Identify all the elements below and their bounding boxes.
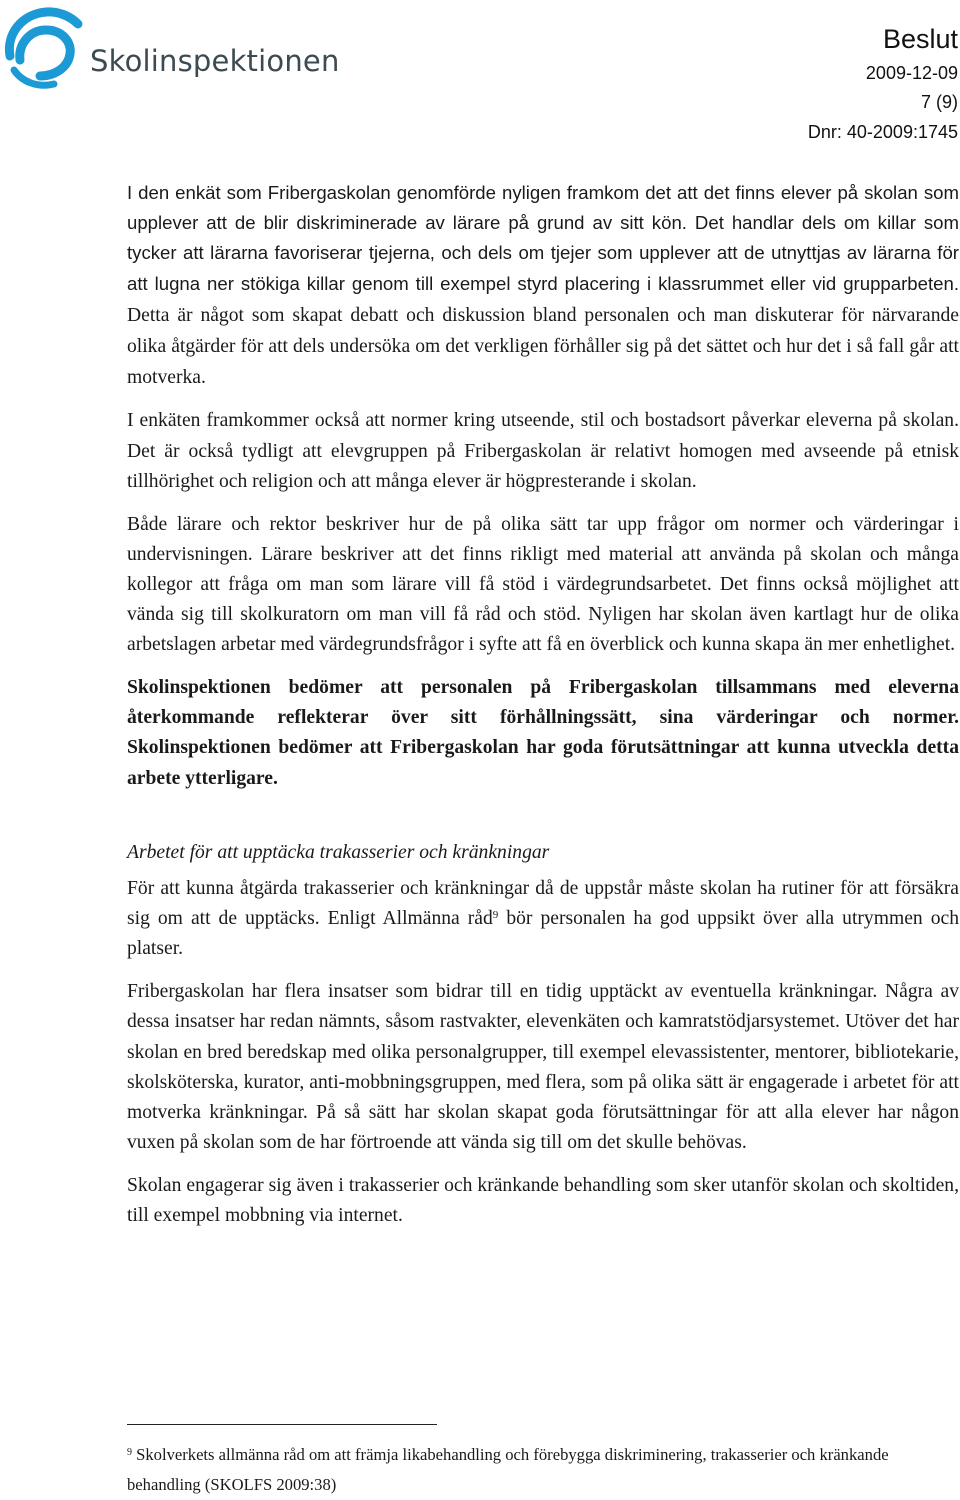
paragraph-values-work: Både lärare och rektor beskriver hur de på olika sätt tar upp frågor om normer och värderingar i undervisningen. Lärare beskriver att det finns rikligt med material att använda på skolan och många kollegor att fråga om man som lärare vill få stöd i värdegrundsarbetet. Det finns också möjlighet att vända sig till skolkuratorn om man vill få råd och stöd. Nyligen har skolan även kartlagt hur de olika arbetslagen arbetar med värdegrundsfrågor i syfte att få en överblick och kunna skapa än mer enhetlighet.	[127, 513, 959, 656]
section-subheading: Arbetet för att upptäcka trakasserier och kränkningar	[127, 841, 550, 863]
paragraph-outside-school: Skolan engagerar sig även i trakasserier och kränkande behandling som sker utanför skolan och skoltiden, till exempel mobbning via internet.	[127, 1174, 959, 1227]
footnote-divider	[127, 1424, 437, 1425]
paragraph-norms: I enkäten framkommer också att normer kring utseende, stil och bostadsort påverkar eleverna på skolan. Det är också tydligt att elevgruppen på Fribergaskolan är relativt homogen med avseende på etnisk tillhörighet och religion och att många elever är högpresterande i skolan.	[127, 410, 959, 492]
footnote-number: 9	[127, 1447, 132, 1458]
paragraph-discrimination-continued: Detta är något som skapat debatt och diskussion bland personalen och man diskuterar för närvarande olika åtgärder för att dels undersöka om det verkligen förhåller sig på det sättet och hur det i så fall går att motverka.	[127, 304, 959, 389]
paragraph-early-detection: Fribergaskolan har flera insatser som bidrar till en tidig upptäckt av eventuella kränkningar. Några av dessa insatser har redan nämnts, såsom rastvakter, elevenkäten och kamratstödjarsystemet. Utöver det har skolan en bred beredskap med olika personalgrupper, till exempel elevassistenter, mentorer, bibliotekarie, skolsköterska, kurator, anti-mobbningsgruppen, med flera, som på olika sätt är engagerade i arbetet för att motverka kränkningar. På så sätt har skolan skapat goda förutsättningar för att alla elever har någon vuxen på skolan som de har förtroende att vända sig till om det skulle behövas.	[127, 981, 959, 1154]
logo-text: Skolinspektionen	[90, 44, 340, 78]
document-header	[808, 22, 958, 147]
assessment-paragraph: Skolinspektionen bedömer att personalen på Fribergaskolan tillsammans med eleverna återkommande reflekterar över sitt förhållningssätt, sina värderingar och normer. Skolinspektionen bedömer att Fribergaskolan har goda förutsättningar att kunna utveckla detta arbete ytterligare.	[127, 677, 959, 789]
document-title: Beslut	[882, 24, 958, 54]
skolinspektionen-logo	[0, 0, 345, 95]
paragraph-routines-text-end: bör personalen ha god uppsikt över alla utrymmen och platser.	[127, 908, 959, 960]
paragraph-discrimination-text: I den enkät som Fribergaskolan genomförde nyligen framkom det att det finns elever på skolan som upplever att de blir diskriminerade av lärare på grund av sitt kön. Det handlar dels om killar som tycker att lärarna favoriserar tjejerna, och dels om tjejer som upplever att de utnyttjas av lärarna för att lugna ner stökiga killar genom till exempel styrd placering i klassrummet eller vid grupparbeten.	[127, 182, 959, 294]
paragraph-routines-text: För att kunna åtgärda trakasserier och kränkningar då de uppstår måste skolan ha rutiner för att försäkra sig om att de upptäcks. Enligt Allmänna råd	[127, 878, 959, 930]
footnote-text: Skolverkets allmänna råd om att främja likabehandling och förebygga diskriminering, trakasserier och kränkande behandling (SKOLFS 2009:38)	[127, 1445, 889, 1494]
document-date: 2009-12-09	[865, 63, 958, 83]
page-number: 7 (9)	[920, 92, 958, 112]
document-dnr: Dnr: 40-2009:1745	[807, 122, 958, 142]
document-body	[127, 178, 959, 1244]
footnote-reference[interactable]: 9	[492, 909, 499, 922]
paragraph-discrimination	[127, 178, 959, 393]
logo-swirl-icon	[0, 0, 92, 92]
paragraph-routines	[127, 874, 959, 965]
footnote	[127, 1440, 959, 1500]
